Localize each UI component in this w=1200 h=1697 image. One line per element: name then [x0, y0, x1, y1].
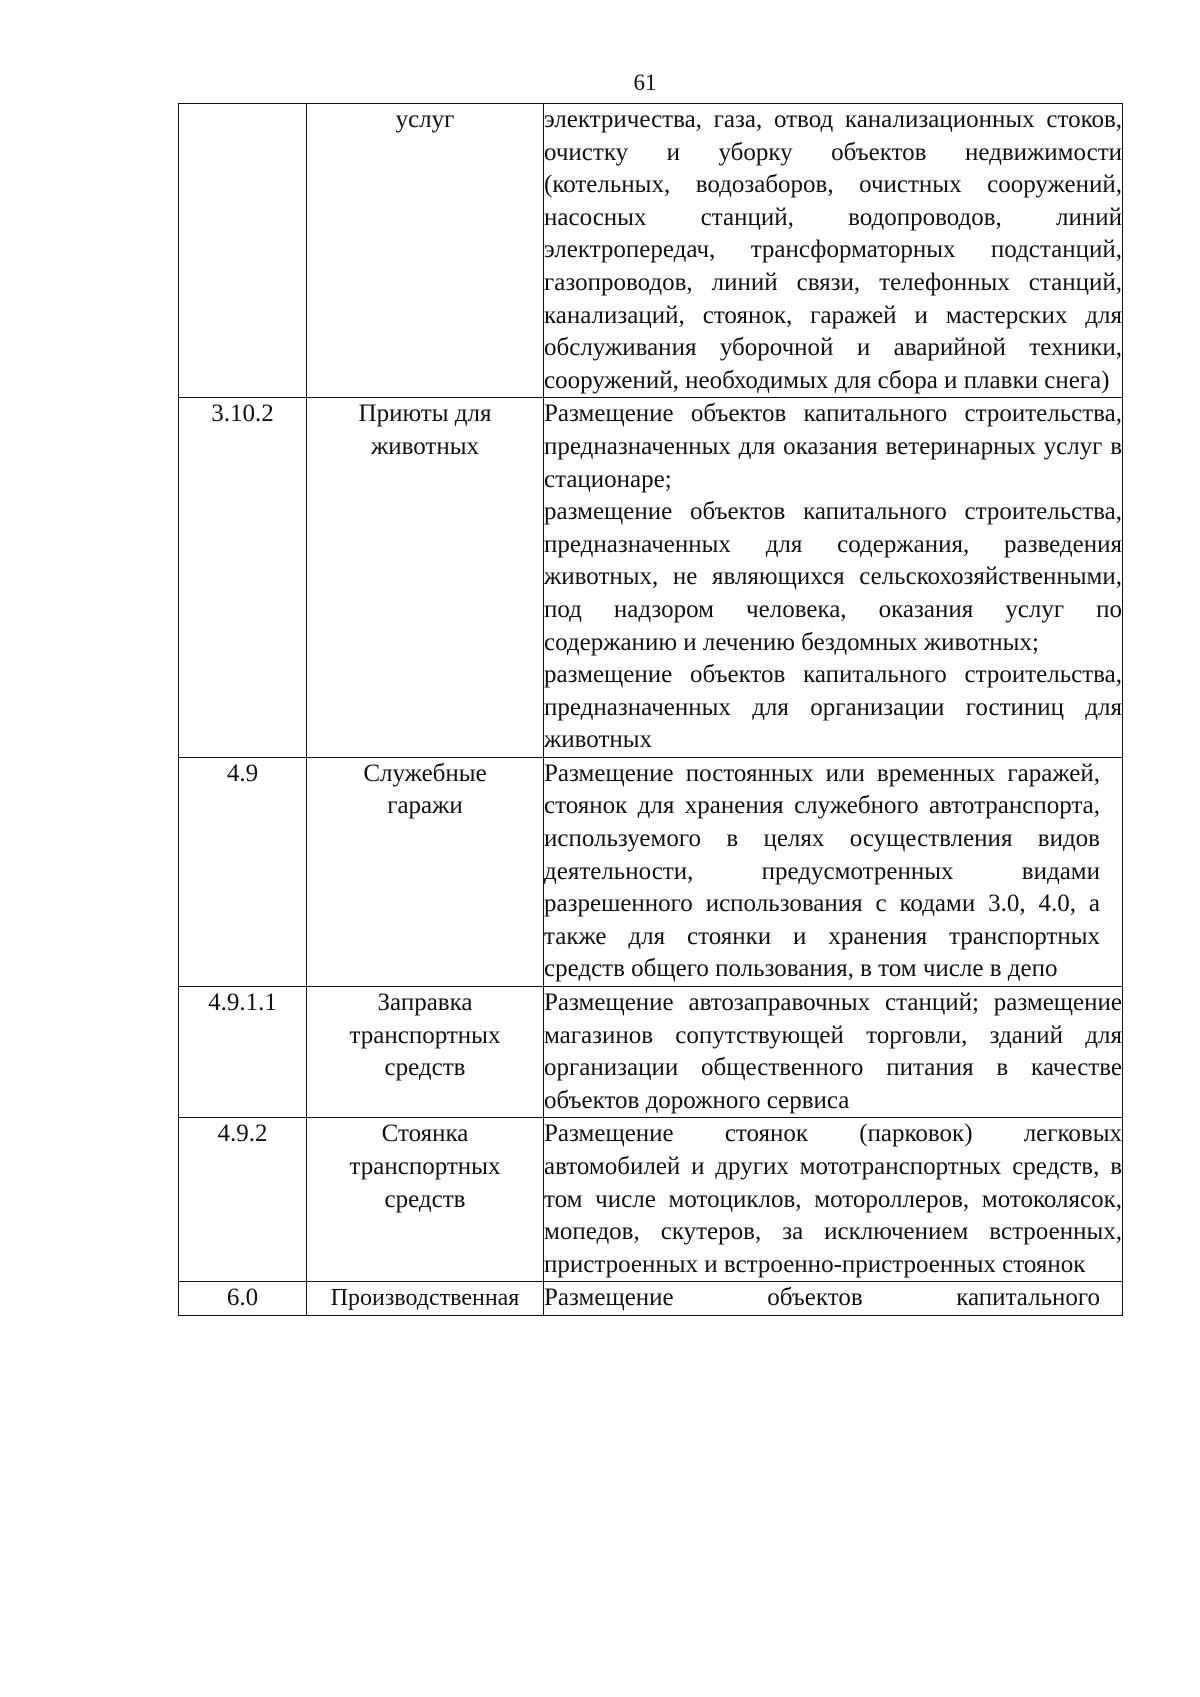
code-cell: 4.9.1.1: [179, 987, 307, 1118]
land-use-table: [178, 103, 1123, 1316]
table-row: [179, 398, 1123, 758]
name-cell: [307, 104, 544, 398]
name-cell: Приюты для животных: [307, 398, 544, 758]
description-text: Размещение постоянных или временных гаражей, стоянок для хранения служебного автотранспорта, используемого в целях осуществления видов деятельности, предусмотренных видами разрешенного использования с кодами 3.0, 4.0, а также для стоянки и хранения транспортных средств общего пользования, в том числе в депо: [544, 759, 1100, 983]
name-cell: Стоянка транспортных средств: [307, 1118, 544, 1282]
name-line: услуг: [395, 106, 455, 133]
description-cell: [544, 398, 1123, 758]
name-cell: Заправка транспортных средств: [307, 987, 544, 1118]
table-row: [179, 987, 1123, 1118]
description-cell: [544, 1118, 1123, 1282]
code-cell: 3.10.2: [179, 398, 307, 758]
code-cell: [179, 104, 307, 398]
table-row: [179, 1282, 1123, 1316]
code-cell: 4.9: [179, 757, 307, 986]
description-cell: [544, 104, 1123, 398]
code-cell: 6.0: [179, 1282, 307, 1316]
description-text: электричества, газа, отвод канализационных стоков, очистку и уборку объектов недвижимости (котельных, водозаборов, очистных сооружений, насосных станций, водопроводов, линий электропередач, трансформаторных подстанций, газопроводов, линий связи, телефонных станций, канализаций, стоянок, гаражей и мастерских для обслуживания уборочной и аварийной техники, сооружений, необходимых для сбора и плавки снега): [544, 106, 1122, 394]
description-text: Размещение стоянок (парковок) легковых автомобилей и других мототранспортных средств, в том числе мотоциклов, мотороллеров, мотоколясок, мопедов, скутеров, за исключением встроенных, пристроенных и встроенно-пристроенных стоянок: [544, 1120, 1122, 1278]
table-row: [179, 757, 1123, 986]
description-cell: [544, 987, 1123, 1118]
description-text: размещение объектов капитального строительства, предназначенных для содержания, разведения животных, не являющихся сельскохозяйственными, под надзором человека, оказания услуг по содержанию и лечению бездомных животных;: [544, 498, 1122, 656]
table-row: [179, 104, 1123, 398]
description-text: Размещение автозаправочных станций; размещение магазинов сопутствующей торговли, зданий для организации общественного питания в качестве объектов дорожного сервиса: [544, 989, 1122, 1114]
description-text: размещение объектов капитального строительства, предназначенных для организации гостиниц для животных: [544, 661, 1122, 754]
description-cell: [544, 757, 1123, 986]
name-cell: Производственная: [307, 1282, 544, 1316]
name-cell: Служебные гаражи: [307, 757, 544, 986]
page-number: 61: [633, 70, 657, 95]
table-row: [179, 1118, 1123, 1282]
description-text: Размещение объектов капитального строительства, предназначенных для оказания ветеринарных услуг в стационаре;: [544, 400, 1122, 493]
description-cell: [544, 1282, 1123, 1316]
description-text: Размещение объектов капитального: [544, 1284, 1100, 1312]
code-cell: 4.9.2: [179, 1118, 307, 1282]
